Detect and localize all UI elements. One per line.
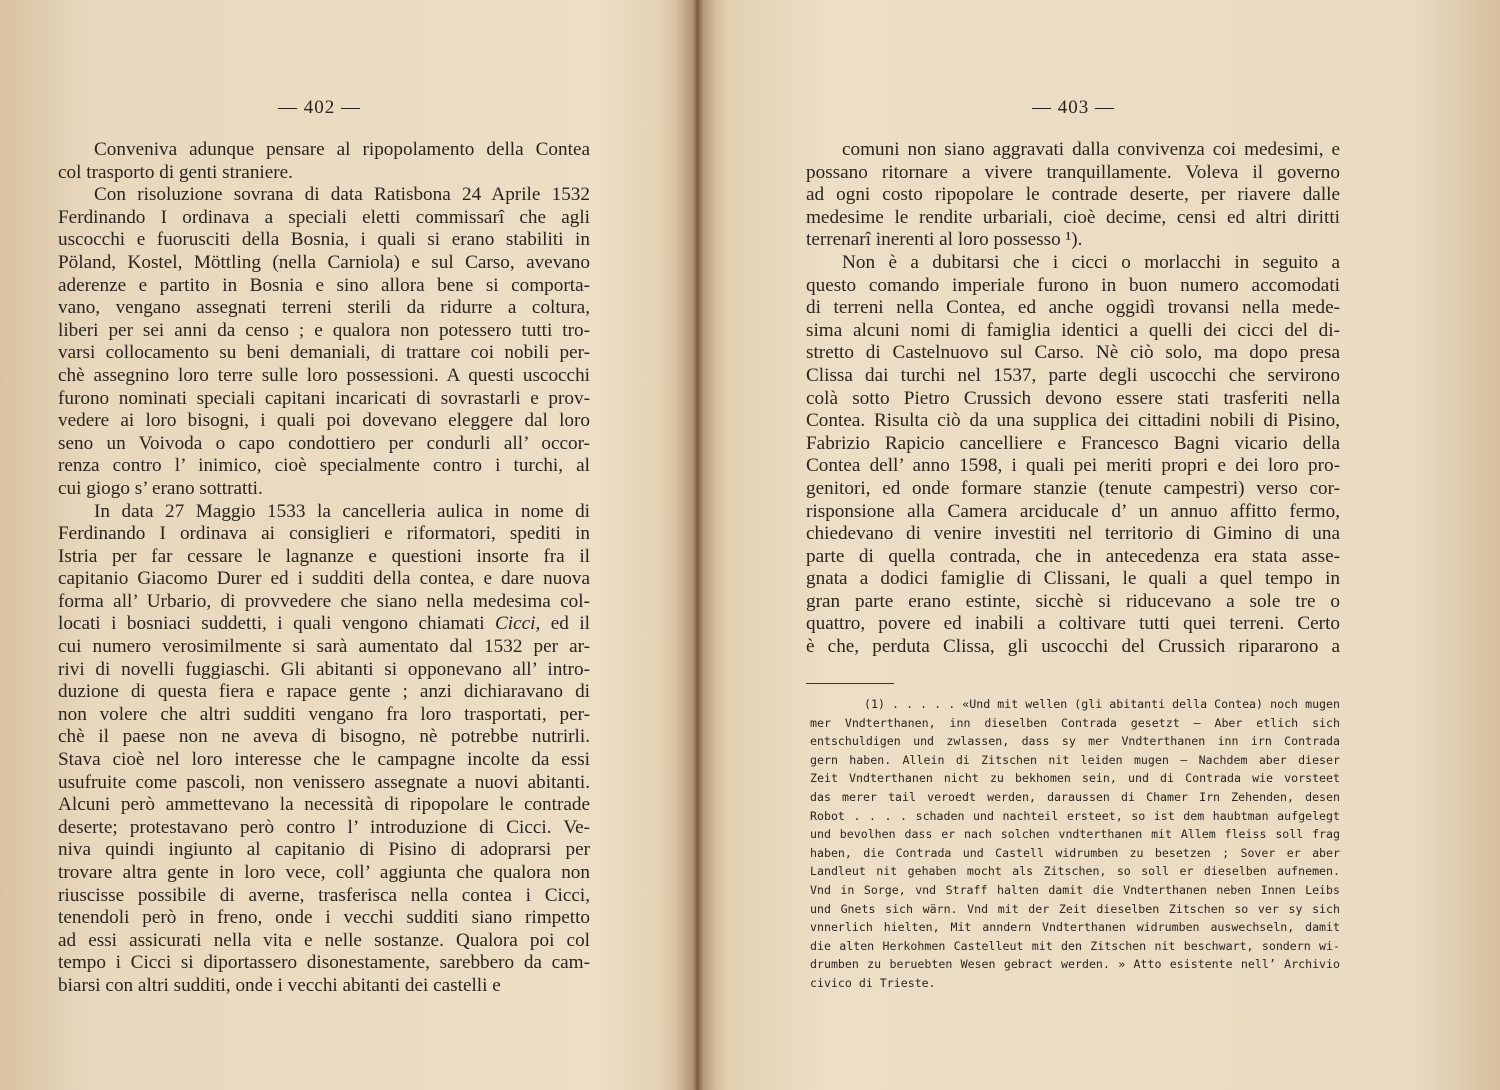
text-line: locati i bosniaci suddetti, i quali vengono chiamati Cicci, ed il — [58, 613, 590, 635]
right-page — [700, 0, 1500, 1090]
text-line: usufruite come pascoli, non venissero assegnate a nuovi abitanti. — [58, 771, 590, 793]
left-page — [0, 0, 690, 1090]
text-line: di terreni nella Contea, ed anche oggidì trovansi nella mede- — [806, 297, 1340, 319]
text-line: Stava cioè nel loro interesse che le campagne incolte da essi — [58, 749, 590, 771]
text-line: quattro, povere ed inabili a coltivare tutti quei terreni. Certo — [806, 613, 1340, 635]
text-line: Alcuni però ammettevano la necessità di ripopolare le contrade — [58, 794, 590, 816]
footnote — [810, 695, 1340, 993]
page-number-right: — 403 — — [1032, 97, 1115, 118]
text-line: capitanio Giacomo Durer ed i sudditi della contea, e dare nuova — [58, 568, 590, 590]
text-line: comuni non siano aggravati dalla convivenza coi medesimi, e — [842, 139, 1340, 160]
text-line: uscocchi e fuorusciti della Bosnia, i quali si erano stabiliti in — [58, 229, 590, 251]
text-line: aderenze e partito in Bosnia e sino allora bene si comporta- — [58, 274, 590, 296]
text-line: trovare altra gente in loro vece, coll’ aggiunta che qualora non — [58, 862, 590, 883]
text-line: parte di quella contrada, che in antecedenza era stata asse- — [806, 545, 1340, 567]
footnote-line: civico di Trieste. — [810, 975, 936, 990]
text-line: questo comando imperiale furono in buon numero accomodati — [806, 274, 1340, 296]
footnote-line: Robot . . . . schaden und nachteil ersteet, so ist dem haubtman aufgelegt — [810, 808, 1340, 823]
text-line: tenendoli però in freno, onde i vecchi sudditi siano rimpetto — [58, 907, 590, 929]
page-number-left: — 402 — — [278, 97, 361, 118]
text-line: renza contro l’ inimico, cioè specialmente contro i turchi, al — [58, 455, 590, 477]
text-line: riuscisse possibile di averne, trasferisca nella contea i Cicci, — [58, 884, 590, 906]
footnote-line: drumben zu beruebten Wesen gebract werden. » Atto esistente nell’ Archivio — [810, 957, 1340, 972]
text-line: genitori, ed onde formare stanzie (tenute campestri) verso cor- — [806, 477, 1340, 499]
left-body-text — [58, 139, 590, 998]
text-line: chiedevano di venire investiti nel territorio di Gimino di una — [806, 523, 1340, 545]
text-line: stretto di Castelnuovo sul Carso. Nè ciò solo, ma dopo presa — [806, 342, 1340, 364]
footnote-line: haben, die Contrada und Castell widrumben zu besetzen ; Sover er aber — [810, 845, 1340, 860]
text-line: vedere ai loro bisogni, i quali poi dovevano eleggere dal loro — [58, 410, 590, 432]
text-line: tempo i Cicci si diportassero disonestamente, sarebbero da cam- — [58, 952, 590, 974]
text-line: Clissa dai turchi nel 1537, parte degli uscocchi che servirono — [806, 364, 1340, 386]
footnote-line: gern haben. Allein di Zitschen nit leiden mugen — Nachdem aber dieser — [810, 752, 1340, 767]
footnote-line: und bevolhen dass er nach solchen vndterthanen mit Allem fleiss soll frag — [810, 827, 1340, 842]
footnote-line: (1) . . . . . «Und mit wellen (gli abitanti della Contea) noch mugen — [864, 697, 1340, 711]
footnote-rule — [806, 683, 894, 684]
text-line: deserte; protestavano però contro l’ introduzione di Cicci. Ve- — [58, 816, 590, 838]
text-line: Contea dell’ anno 1598, i quali pei meriti propri e dei loro pro- — [806, 455, 1340, 477]
text-line: Conveniva adunque pensare al ripopolamento della Contea — [94, 139, 590, 160]
text-line: cui giogo s’ erano sottratti. — [58, 477, 263, 499]
text-line: chè il paese non ne aveva di bisogno, nè potrebbe nutrirli. — [58, 726, 590, 748]
text-line: forma all’ Urbario, di provvedere che siano nella medesima col- — [58, 590, 590, 612]
text-line: Contea. Risulta ciò da una supplica dei cittadini nobili di Pisino, — [806, 410, 1340, 432]
footnote-line: Landleut nit gehaben mocht als Zitschen, so soll er dieselben aufnemen. — [810, 864, 1340, 879]
footnote-line: Zeit Vndterthanen nicht zu bekhomen sein, und di Contrada wie vorsteet — [810, 771, 1340, 786]
footnote-line: vnnerlich hielten, Mit anndern Vndterthanen widrumben auswechseln, damit — [810, 920, 1340, 935]
text-line: biarsi con altri sudditi, onde i vecchi abitanti dei castelli e — [58, 974, 501, 996]
right-body-text — [806, 139, 1340, 659]
text-line: chè assegnino loro terre sulle loro possessioni. A questi uscocchi — [58, 364, 590, 386]
text-line: cui numero verosimilmente si sarà aumentato dal 1532 per ar- — [58, 636, 590, 658]
text-line: Pöland, Kostel, Möttling (nella Carniola) e sul Carso, avevano — [58, 251, 590, 273]
footnote-line: mer Vndterthanen, inn dieselben Contrada gesetzt — Aber etlich sich — [810, 715, 1340, 730]
text-line: gnata a dodici famiglie di Clissani, le quali a quel tempo in — [806, 568, 1340, 590]
text-line: ad ogni costo ripopolare le contrade deserte, per riavere dalle — [806, 184, 1340, 206]
text-line: liberi per sei anni da censo ; e qualora non potessero tutti tro- — [58, 319, 590, 341]
text-line: In data 27 Maggio 1533 la cancelleria aulica in nome di — [94, 500, 590, 522]
text-line: Ferdinando I ordinava ai consiglieri e riformatori, spediti in — [58, 523, 590, 545]
text-line: niva quindi ingiunto al capitanio di Pisino di adoprarsi per — [58, 839, 590, 861]
text-line: Fabrizio Rapicio cancelliere e Francesco Bagni vicario della — [806, 432, 1340, 454]
text-line: è che, perduta Clissa, gli uscocchi del Crussich ripararono a — [806, 636, 1340, 658]
text-line: colà sotto Pietro Crussich devono essere stati trasferiti nella — [806, 387, 1340, 409]
text-line: Con risoluzione sovrana di data Ratisbona 24 Aprile 1532 — [94, 184, 590, 206]
text-line: Ferdinando I ordinava a speciali eletti commissarî che agli — [58, 206, 590, 228]
text-line: possano ritornare a vivere tranquillamente. Voleva il governo — [806, 161, 1340, 183]
text-line: col trasporto di genti straniere. — [58, 161, 293, 183]
footnote-line: Vnd in Sorge, vnd Straff halten damit die Vndterthanen neben Innen Leibs — [810, 882, 1340, 897]
text-line: rivi di novelli fuggiaschi. Gli abitanti si opponevano all’ intro- — [58, 658, 590, 680]
text-line: ad essi assicurati nella vita e nelle sostanze. Qualora poi col — [58, 929, 590, 951]
footnote-line: entschuldigen und zwlassen, dass sy mer Vndterthanen inn irn Contrada — [810, 734, 1340, 749]
text-line: medesime le rendite urbariali, cioè decime, censi ed altri diritti — [806, 206, 1340, 228]
text-line: duzione di questa fiera e rapace gente ; anzi dichiaravano di — [58, 681, 590, 703]
text-line: terrenarî inerenti al loro possesso ¹). — [806, 229, 1083, 251]
footnote-line: die alten Herkohmen Castelleut mit den Zitschen nit beschwart, sondern wi- — [810, 938, 1340, 953]
text-line: gran parte erano estinte, sicchè si riducevano a sole tre o — [806, 590, 1340, 612]
text-line: furono nominati speciali capitani incaricati di sovrastarli e prov- — [58, 387, 590, 409]
text-line: varsi collocamento su beni demaniali, di trattare coi nobili per- — [58, 342, 590, 364]
footnote-line: das merer tail veroedt werden, daraussen di Chamer Irn Zehenden, desen — [810, 789, 1340, 804]
text-line: risponsione alla Camera arciducale d’ un annuo affitto fermo, — [806, 500, 1340, 522]
text-line: non volere che altri sudditi vengano fra loro trasportati, per- — [58, 703, 590, 725]
text-line: seno un Voivoda o capo condottiero per condurli all’ occor- — [58, 432, 590, 454]
text-line: sima alcuni nomi di famiglia identici a quelli dei cicci del di- — [806, 319, 1340, 341]
footnote-line: und Gnets sich wärn. Vnd mit der Zeit dieselben Zitschen so ver sy sich — [810, 901, 1340, 916]
text-line: vano, vengano assegnati terreni sterili da ridurre a coltura, — [58, 297, 590, 319]
text-line: Non è a dubitarsi che i cicci o morlacchi in seguito a — [842, 251, 1340, 273]
text-line: Istria per far cessare le lagnanze e questioni insorte fra il — [58, 545, 590, 567]
